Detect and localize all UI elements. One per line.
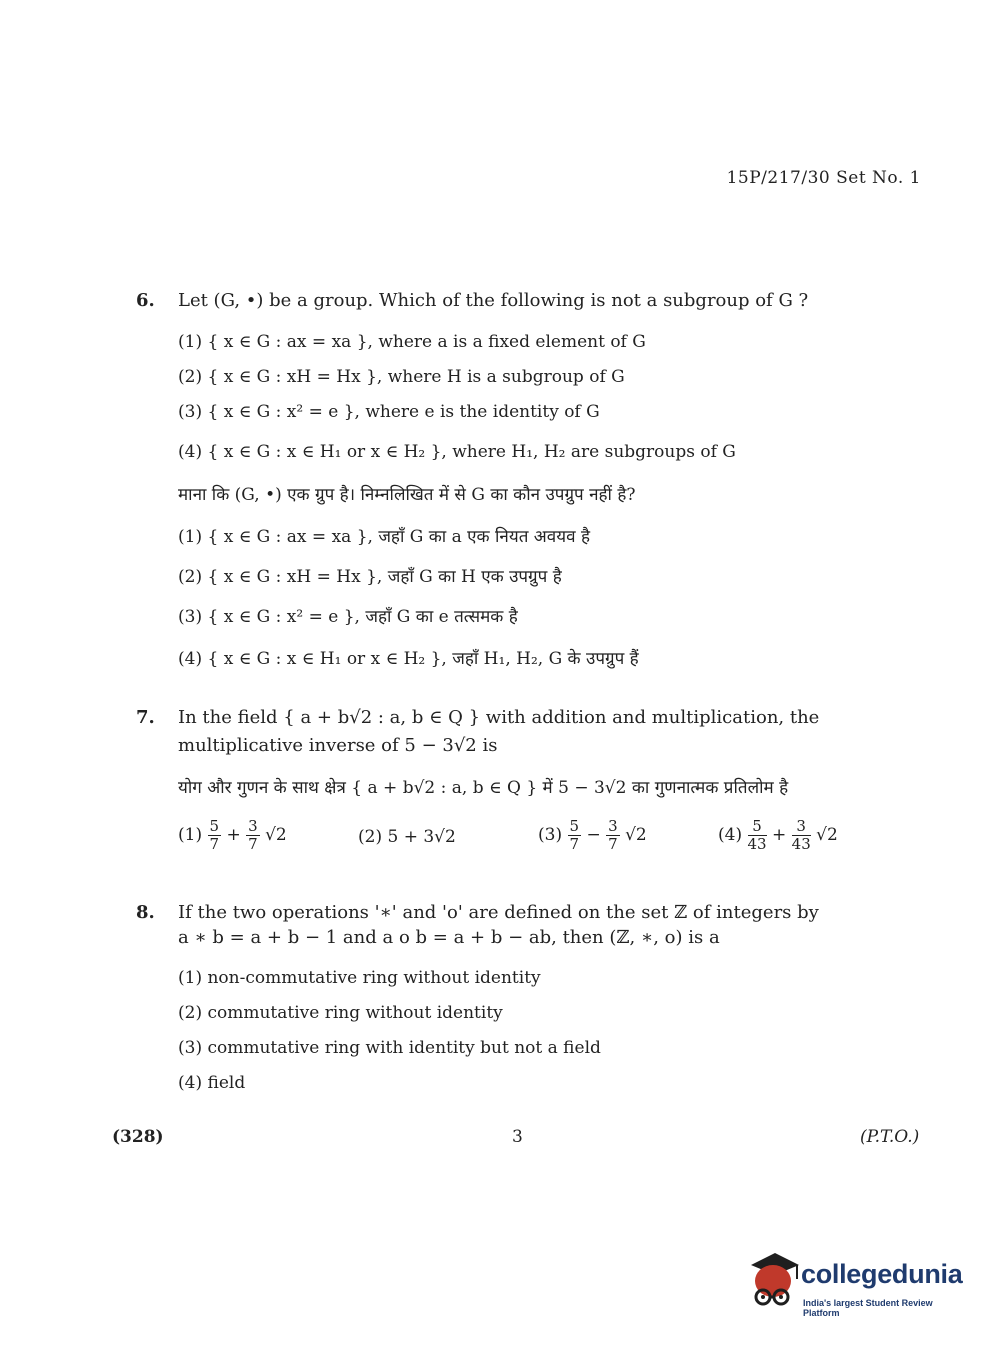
question-6-number: 6. — [136, 290, 155, 311]
q6-hindi-option-3: (3) { x ∈ G : x² = e }, जहाँ G का e तत्समक है — [178, 607, 518, 627]
q8-option-4: (4) field — [178, 1073, 246, 1093]
operator: + — [226, 825, 241, 845]
question-8-text-line-2: a ∗ b = a + b − 1 and a o b = a + b − ab, then (ℤ, ∗, o) is a — [178, 927, 720, 948]
q6-option-3: (3) { x ∈ G : x² = e }, where e is the identity of G — [178, 402, 600, 422]
question-7-hindi-text: योग और गुणन के साथ क्षेत्र { a + b√2 : a, b ∈ Q } में 5 − 3√2 का गुणनात्मक प्रतिलोम है — [178, 778, 789, 798]
q6-option-4: (4) { x ∈ G : x ∈ H₁ or x ∈ H₂ }, where H₁, H₂ are subgroups of G — [178, 442, 736, 462]
q7-option-2-value: 5 + 3√2 — [387, 827, 456, 847]
question-8-number: 8. — [136, 902, 155, 923]
numerator: 5 — [748, 818, 767, 836]
footer-code: (328) — [112, 1127, 164, 1147]
sqrt-term: √2 — [816, 825, 838, 845]
q7-option-3-label: (3) — [538, 825, 563, 845]
q6-hindi-option-2: (2) { x ∈ G : xH = Hx }, जहाँ G का H एक उपग्रुप है — [178, 567, 562, 587]
q7-option-1-label: (1) — [178, 825, 203, 845]
numerator: 3 — [792, 818, 811, 836]
pto-label: (P.T.O.) — [860, 1127, 920, 1147]
q6-hindi-option-1: (1) { x ∈ G : ax = xa }, जहाँ G का a एक नियत अवयव है — [178, 527, 590, 547]
logo-name: collegedunia — [801, 1259, 963, 1289]
q7-option-4-label: (4) — [718, 825, 743, 845]
q7-option-3 — [538, 818, 718, 853]
q8-option-3: (3) commutative ring with identity but not a field — [178, 1038, 601, 1058]
denominator: 7 — [248, 835, 258, 853]
denominator: 43 — [747, 835, 767, 853]
fraction — [748, 818, 767, 853]
denominator: 43 — [791, 835, 811, 853]
q7-options-row — [178, 818, 878, 853]
q7-option-1 — [178, 818, 358, 853]
numerator: 3 — [248, 817, 258, 835]
mascot-icon — [745, 1247, 801, 1313]
fraction — [568, 818, 582, 853]
question-7-text-line-1: In the field { a + b√2 : a, b ∈ Q } with addition and multiplication, the — [178, 707, 820, 728]
paper-code: 15P/217/30 Set No. 1 — [726, 168, 921, 188]
collegedunia-logo — [745, 1245, 970, 1318]
sqrt-term: √2 — [625, 825, 647, 845]
fraction — [208, 818, 222, 853]
q7-option-2-label: (2) — [358, 827, 383, 847]
question-6-hindi-text: माना कि (G, •) एक ग्रुप है। निम्नलिखित में से G का कौन उपग्रुप नहीं है? — [178, 485, 636, 505]
denominator: 7 — [569, 835, 580, 853]
q8-option-2: (2) commutative ring without identity — [178, 1003, 503, 1023]
question-6-text: Let (G, •) be a group. Which of the following is not a subgroup of G ? — [178, 290, 809, 311]
q6-hindi-option-4: (4) { x ∈ G : x ∈ H₁ or x ∈ H₂ }, जहाँ H₁, H₂, G के उपग्रुप हैं — [178, 649, 639, 669]
numerator: 5 — [569, 817, 580, 835]
denominator: 7 — [608, 835, 618, 853]
q8-option-1: (1) non-commutative ring without identity — [178, 968, 541, 988]
fraction — [792, 818, 811, 853]
logo-tagline: India's largest Student Review Platform — [803, 1298, 933, 1318]
numerator: 3 — [608, 817, 618, 835]
q6-option-1: (1) { x ∈ G : ax = xa }, where a is a fixed element of G — [178, 332, 646, 352]
question-8-text-line-1: If the two operations '∗' and 'o' are defined on the set ℤ of integers by — [178, 902, 819, 923]
sqrt-term: √2 — [265, 825, 287, 845]
page-number: 3 — [512, 1127, 523, 1147]
q6-option-2: (2) { x ∈ G : xH = Hx }, where H is a subgroup of G — [178, 367, 625, 387]
question-7-number: 7. — [136, 707, 155, 728]
denominator: 7 — [209, 835, 220, 853]
operator: + — [772, 825, 787, 845]
q7-option-2 — [358, 818, 538, 853]
fraction — [246, 818, 260, 853]
fraction — [606, 818, 620, 853]
q7-option-4 — [718, 818, 878, 853]
numerator: 5 — [209, 817, 220, 835]
question-7-text-line-2: multiplicative inverse of 5 − 3√2 is — [178, 735, 498, 756]
operator: − — [586, 825, 601, 845]
